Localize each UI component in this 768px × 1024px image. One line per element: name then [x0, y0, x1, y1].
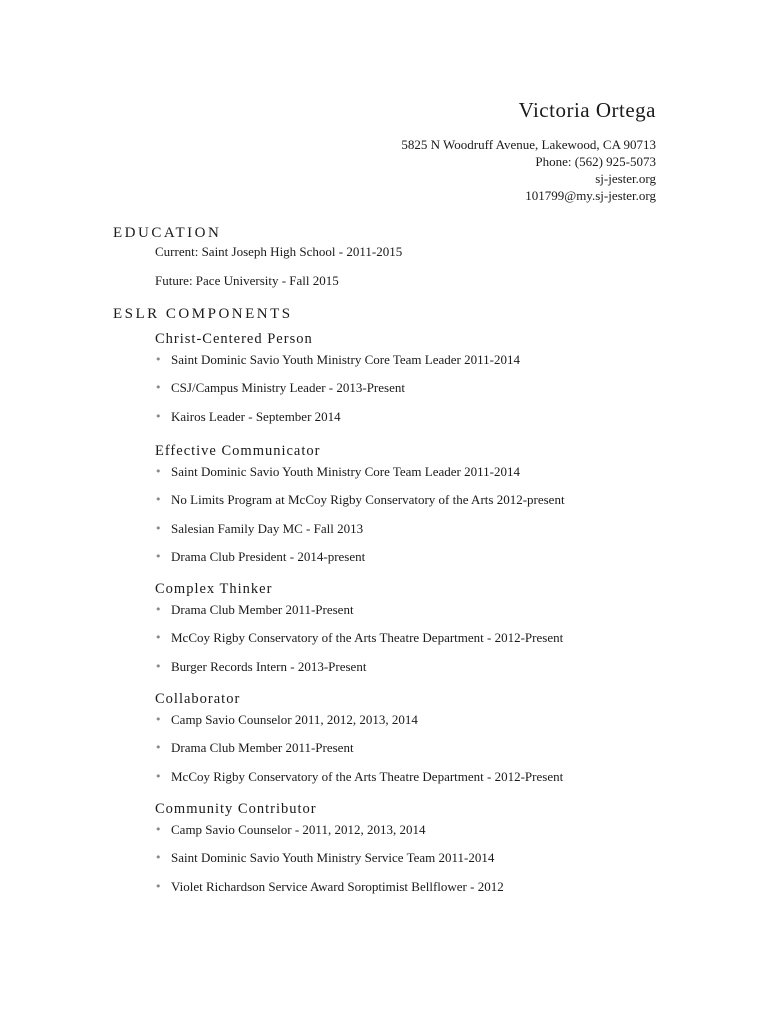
category-list [155, 602, 675, 687]
list-item: • Drama Club Member 2011-Present [155, 602, 354, 617]
bullet-icon: • [155, 713, 162, 726]
education-future: Future: Pace University - Fall 2015 [155, 273, 339, 288]
category-list [155, 352, 675, 437]
list-item: • No Limits Program at McCoy Rigby Conservatory of the Arts 2012-present [155, 492, 565, 508]
contact-header [401, 98, 656, 204]
bullet-icon: • [155, 493, 162, 507]
list-item: • McCoy Rigby Conservatory of the Arts Theatre Department - 2012-Present [155, 630, 564, 646]
list-item: • Saint Dominic Savio Youth Ministry Service Team 2011-2014 [155, 850, 495, 866]
email: 101799@my.sj-jester.org [525, 188, 656, 203]
bullet-icon: • [155, 603, 162, 616]
bullet-icon: • [155, 659, 162, 673]
category-title: Christ-Centered Person [155, 331, 313, 347]
bullet-icon: • [155, 741, 162, 755]
phone: Phone: (562) 925-5073 [535, 154, 656, 169]
bullet-icon: • [155, 409, 162, 423]
list-item: • Burger Records Intern - 2013-Present [155, 658, 367, 674]
category-title: Community Contributor [155, 801, 317, 817]
category-title: Collaborator [155, 691, 241, 707]
bullet-icon: • [155, 631, 162, 645]
candidate-name: Victoria Ortega [518, 98, 656, 122]
category-title: Effective Communicator [155, 443, 321, 459]
bullet-icon: • [155, 465, 162, 478]
category-list [155, 822, 675, 907]
list-item: • Drama Club President - 2014-present [155, 548, 366, 564]
education-heading: EDUCATION [113, 225, 222, 241]
bullet-icon: • [155, 879, 162, 893]
list-item: • McCoy Rigby Conservatory of the Arts Theatre Department - 2012-Present [155, 768, 564, 784]
eslr-category [155, 690, 675, 797]
eslr-category [155, 442, 675, 577]
eslr-category [155, 800, 675, 907]
category-list [155, 464, 675, 577]
list-item: • Drama Club Member 2011-Present [155, 740, 354, 756]
category-title: Complex Thinker [155, 581, 273, 597]
eslr-category [155, 330, 675, 437]
bullet-icon: • [155, 823, 162, 836]
list-item: • Camp Savio Counselor - 2011, 2012, 2013, 2014 [155, 822, 426, 837]
bullet-icon: • [155, 353, 162, 366]
eslr-heading: ESLR COMPONENTS [113, 306, 293, 322]
bullet-icon: • [155, 521, 162, 535]
list-item: • Violet Richardson Service Award Soroptimist Bellflower - 2012 [155, 878, 504, 894]
website: sj-jester.org [595, 171, 656, 186]
bullet-icon: • [155, 381, 162, 395]
list-item: • Salesian Family Day MC - Fall 2013 [155, 520, 364, 536]
bullet-icon: • [155, 769, 162, 783]
list-item: • Saint Dominic Savio Youth Ministry Core Team Leader 2011-2014 [155, 352, 520, 367]
category-list [155, 712, 675, 797]
list-item: • Camp Savio Counselor 2011, 2012, 2013, 2014 [155, 712, 418, 727]
list-item: • CSJ/Campus Ministry Leader - 2013-Present [155, 380, 405, 396]
eslr-category [155, 580, 675, 687]
list-item: • Saint Dominic Savio Youth Ministry Core Team Leader 2011-2014 [155, 464, 520, 479]
list-item: • Kairos Leader - September 2014 [155, 408, 341, 424]
bullet-icon: • [155, 851, 162, 865]
bullet-icon: • [155, 549, 162, 563]
education-current: Current: Saint Joseph High School - 2011-2015 [155, 244, 403, 259]
address: 5825 N Woodruff Avenue, Lakewood, CA 90713 [401, 137, 656, 152]
